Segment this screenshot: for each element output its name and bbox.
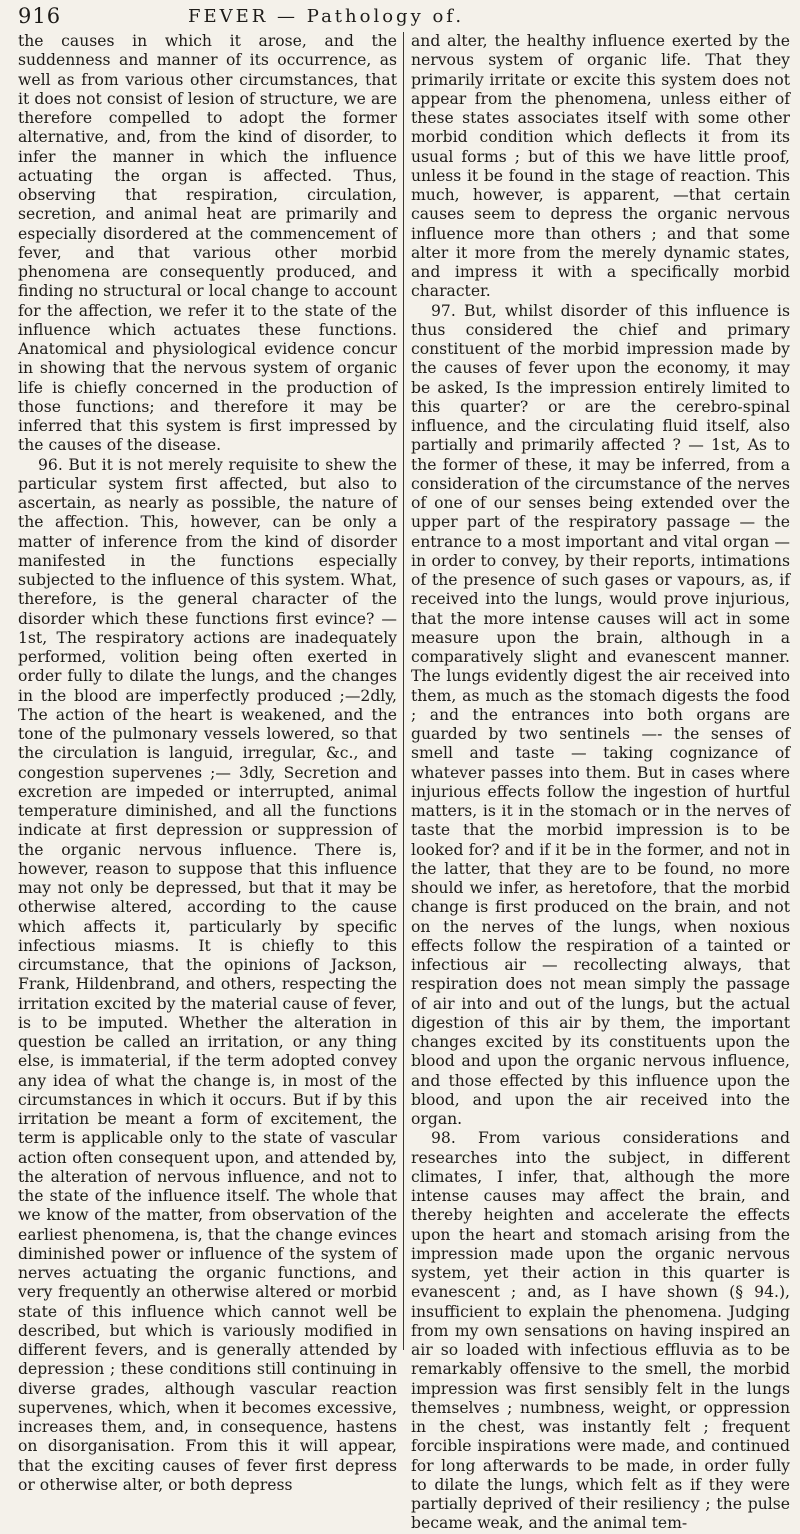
paragraph: and alter, the healthy influence exerted by the nervous system of organic life. That they primarily irritate or excite this system does not appear from the phenomena, unless either of these states associates itself with some other morbid condition which deflects it from its usual forms ; but of this we have little proof, unless it be found in the stage of reaction. This much, however, is apparent, —that certain causes seem to depress the organic nervous influence more than others ; and that some alter it more from the merely dynamic states, and impress it with a specifically morbid character.	[411, 32, 790, 301]
text-columns	[18, 32, 790, 1533]
paragraph: 98. From various considerations and researches into the subject, in different climates, I infer, that, although the more intense causes may affect the brain, and thereby heighten and accelerate the effects upon the heart and stomach arising from the impression made upon the organic nervous system, yet their action in this quarter is evanescent ; and, as I have shown (§ 94.), insufficient to explain the phenomena. Judging from my own sensations on having inspired an air so loaded with infectious effluvia as to be remarkably offensive to the smell, the morbid impression was first sensibly felt in the lungs themselves ; numbness, weight, or oppression in the chest, was instantly felt ; frequent forcible inspirations were made, and continued for long afterwards to be made, in order fully to dilate the lungs, which felt as if they were partially deprived of their resiliency ; the pulse became weak, and the animal tem-	[411, 1129, 790, 1533]
right-column	[409, 32, 790, 1533]
page-header	[18, 4, 793, 34]
paragraph: 97. But, whilst disorder of this influence is thus considered the chief and primary constituent of the morbid impression made by the causes of fever upon the economy, it may be asked, Is the impression entirely limited to this quarter? or are the cerebro-spinal influence, and the circulating fluid itself, also partially and primarily affected ? — 1st, As to the former of these, it may be inferred, from a consideration of the circumstance of the nerves of one of our senses being extended over the upper part of the respiratory passage — the entrance to a most important and vital organ — in order to convey, by their reports, intimations of the presence of such gases or vapours, as, if received into the lungs, would prove injurious, that the more intense causes will act in some measure upon the brain, although in a comparatively slight and evanescent manner. The lungs evidently digest the air received into them, as much as the stomach digests the food ; and the entrances into both organs are guarded by two sentinels —- the senses of smell and taste — taking cognizance of whatever passes into them. But in cases where injurious effects follow the ingestion of hurtful matters, is it in the stomach or in the nerves of taste that the morbid impression is to be looked for? and if it be in the former, and not in the latter, that they are to be found, no more should we infer, as heretofore, that the morbid change is first produced on the brain, and not on the nerves of the lungs, when noxious effects follow the respiration of a tainted or infectious air — recollecting always, that respiration does not mean simply the passage of air into and out of the lungs, but the actual digestion of this air by them, the important changes excited by its constituents upon the blood and upon the organic nervous influence, and those effected by this influence upon the blood, and upon the air received into the organ.	[411, 301, 790, 1128]
column-divider	[403, 32, 404, 1350]
paragraph: 96. But it is not merely requisite to shew the particular system first affected, but also to ascertain, as nearly as possible, the nature of the affection. This, however, can be only a matter of inference from the kind of disorder manifested in the functions especially subjected to the influence of this system. What, therefore, is the general character of the disorder which these functions first evince? — 1st, The respiratory actions are inadequately performed, volition being often exerted in order fully to dilate the lungs, and the changes in the blood are imperfectly produced ;—2dly, The action of the heart is weakened, and the tone of the pulmonary vessels lowered, so that the circulation is languid, irregular, &c., and congestion supervenes ;— 3dly, Secretion and excretion are impeded or interrupted, animal temperature diminished, and all the functions indicate at first depression or suppression of the organic nervous influence. There is, however, reason to suppose that this influence may not only be depressed, but that it may be otherwise altered, according to the cause which affects it, particularly by specific infectious miasms. It is chiefly to this circumstance, that the opinions of Jackson, Frank, Hildenbrand, and others, respecting the irritation excited by the material cause of fever, is to be imputed. Whether the alteration in question be called an irritation, or any thing else, is immaterial, if the term adopted convey any idea of what the change is, in most of the circumstances in which it occurs. But if by this irritation be meant a form of excitement, the term is applicable only to the state of vascular action often consequent upon, and attended by, the alteration of nervous influence, and not to the state of the influence itself. The whole that we know of the matter, from observation of the earliest phenomena, is, that the change evinces diminished power or influence of the system of nerves actuating the organic functions, and very frequently an otherwise altered or morbid state of this influence which cannot well be described, but which is variously modified in different fevers, and is generally attended by depression ; these conditions still continuing in diverse grades, although vascular reaction supervenes, which, when it becomes excessive, increases them, and, in consequence, hastens on disorganisation. From this it will appear, that the exciting causes of fever first depress or otherwise alter, or both depress	[18, 455, 397, 1494]
left-column	[18, 32, 403, 1494]
page-number: 916	[18, 4, 62, 28]
paragraph: the causes in which it arose, and the suddenness and manner of its occurrence, as well as from various other circumstances, that it does not consist of lesion of structure, we are therefore compelled to adopt the former alternative, and, from the kind of disorder, to infer the manner in which the influence actuating the organ is affected. Thus, observing that respiration, circulation, secretion, and animal heat are primarily and especially disordered at the commencement of fever, and that various other morbid phenomena are consequently produced, and finding no structural or local change to account for the affection, we refer it to the state of the influence which actuates these functions. Anatomical and physiological evidence concur in showing that the nervous system of organic life is chiefly concerned in the production of those functions; and therefore it may be inferred that this system is first impressed by the causes of the disease.	[18, 32, 397, 455]
running-title: FEVER — Pathology of.	[188, 6, 465, 27]
